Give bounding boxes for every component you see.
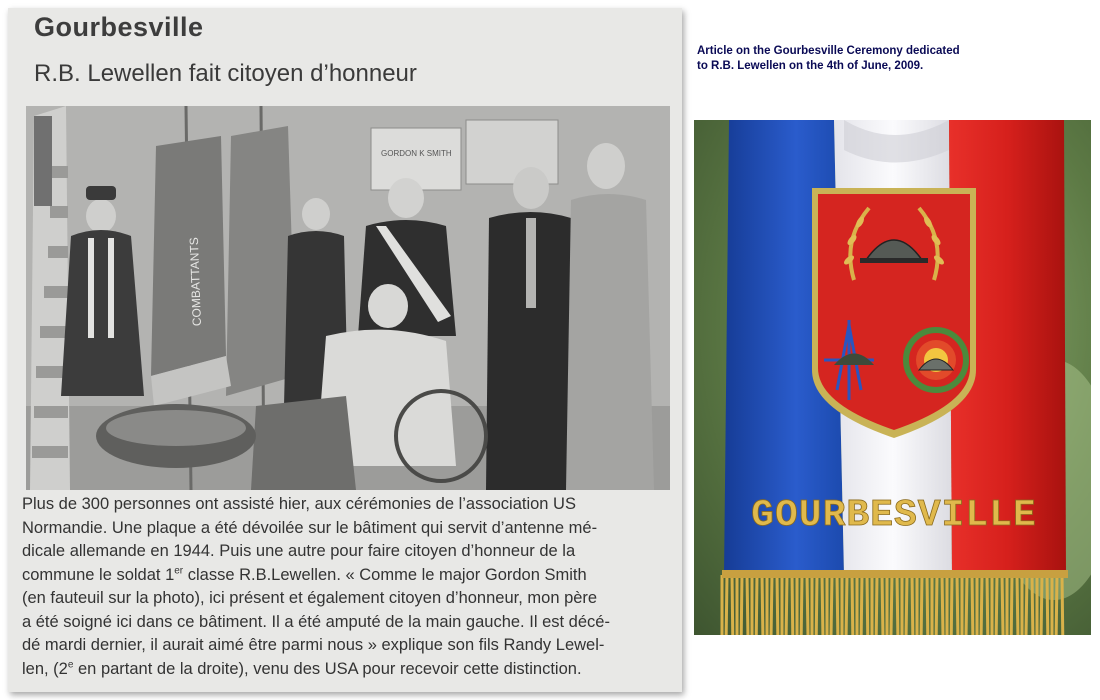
fringe-strand (966, 575, 967, 635)
article-note (697, 44, 1087, 74)
fringe-strand (921, 575, 922, 635)
coat-of-arms-crest (812, 188, 976, 438)
fringe-strand (957, 575, 958, 635)
fringe-band (722, 570, 1068, 578)
fringe-strand (756, 575, 757, 635)
sash-photo (694, 120, 1091, 635)
fringe-strand (981, 575, 982, 635)
fringe-strand (837, 575, 838, 635)
fringe-strand (1041, 575, 1042, 635)
caption-fragment: len, (2 (22, 659, 68, 678)
fringe-strand (1026, 575, 1027, 635)
fringe-strand (822, 575, 823, 635)
fringe-strand (777, 575, 778, 635)
article-note-line: to R.B. Lewellen on the 4th of June, 2009. (697, 60, 924, 72)
newspaper-clipping (8, 8, 682, 692)
fringe-strand (1062, 575, 1063, 635)
fringe-strand (792, 575, 793, 635)
fringe-strand (897, 575, 898, 635)
caption-line: dicale allemande en 1944. Puis une autre pour faire citoyen d’honneur de la (22, 542, 576, 560)
caption-superscript: er (174, 565, 184, 576)
fringe-strand (831, 575, 832, 635)
fringe-strand (867, 575, 868, 635)
fringe-strand (1047, 575, 1048, 635)
fringe-strand (1032, 575, 1033, 635)
fringe-strand (987, 575, 988, 635)
caption-line: dé mardi dernier, il aurait aimé être parmi nous » explique son fils Randy Lewel- (22, 636, 605, 654)
flag-text: COMBATTANTS (186, 237, 204, 327)
caption-line: a été soigné ici dans ce bâtiment. Il a été amputé de la main gauche. Il est décé- (22, 612, 610, 631)
fringe-strand (816, 575, 817, 635)
gold-fringe (722, 570, 1068, 635)
clipping-headline: R.B. Lewellen fait citoyen d’honneur (34, 60, 417, 87)
embroidered-town-name: GOURBESVILLE (751, 494, 1037, 537)
fringe-strand (951, 575, 952, 635)
caption-line: Plus de 300 personnes ont assisté hier, aux cérémonies de l’association US (22, 495, 576, 513)
fringe-strand (1011, 575, 1012, 635)
fringe-strand (801, 575, 802, 635)
fringe-strand (852, 575, 853, 635)
fringe-strand (927, 575, 928, 635)
fringe-strand (747, 575, 748, 635)
caption-line (22, 658, 674, 682)
fringe-strand (912, 575, 913, 635)
fringe-strand (741, 575, 742, 635)
caption-line: Normandie. Une plaque a été dévoilée sur le bâtiment qui servit d’antenne mé- (22, 518, 598, 537)
caption-fragment: commune le soldat 1 (22, 565, 175, 584)
fringe-strand (762, 575, 763, 635)
fringe-strand (906, 575, 907, 635)
ceremony-photo (26, 106, 670, 490)
fringe-strand (726, 575, 727, 635)
clipping-caption (22, 493, 674, 681)
fringe-strand (1056, 575, 1057, 635)
fringe-strand (996, 575, 997, 635)
fringe-strand (942, 575, 943, 635)
clipping-town-heading: Gourbesville (34, 12, 204, 42)
fringe-strand (972, 575, 973, 635)
caption-superscript: e (67, 659, 74, 670)
caption-fragment: en partant de la droite), venu des USA pour recevoir cette distinction. (73, 659, 582, 678)
fringe-strand (786, 575, 787, 635)
fringe-strand (1017, 575, 1018, 635)
caption-fragment: classe R.B.Lewellen. « Comme le major Gordon Smith (183, 565, 587, 584)
fringe-strand (891, 575, 892, 635)
plaque-name-text: GORDON K SMITH (381, 149, 452, 158)
us-flag (30, 106, 70, 490)
fringe-strand (807, 575, 808, 635)
fringe-strand (861, 575, 862, 635)
fringe-strand (846, 575, 847, 635)
fringe-strand (771, 575, 772, 635)
caption-line (22, 564, 674, 588)
fringe-strand (876, 575, 877, 635)
fringe-strand (732, 575, 733, 635)
fringe-strand (882, 575, 883, 635)
article-note-line: Article on the Gourbesville Ceremony dedicated (697, 45, 960, 57)
fringe-strand (1002, 575, 1003, 635)
caption-line: (en fauteuil sur la photo), ici présent et également citoyen d’honneur, mon père (22, 589, 598, 607)
fringe-strand (936, 575, 937, 635)
